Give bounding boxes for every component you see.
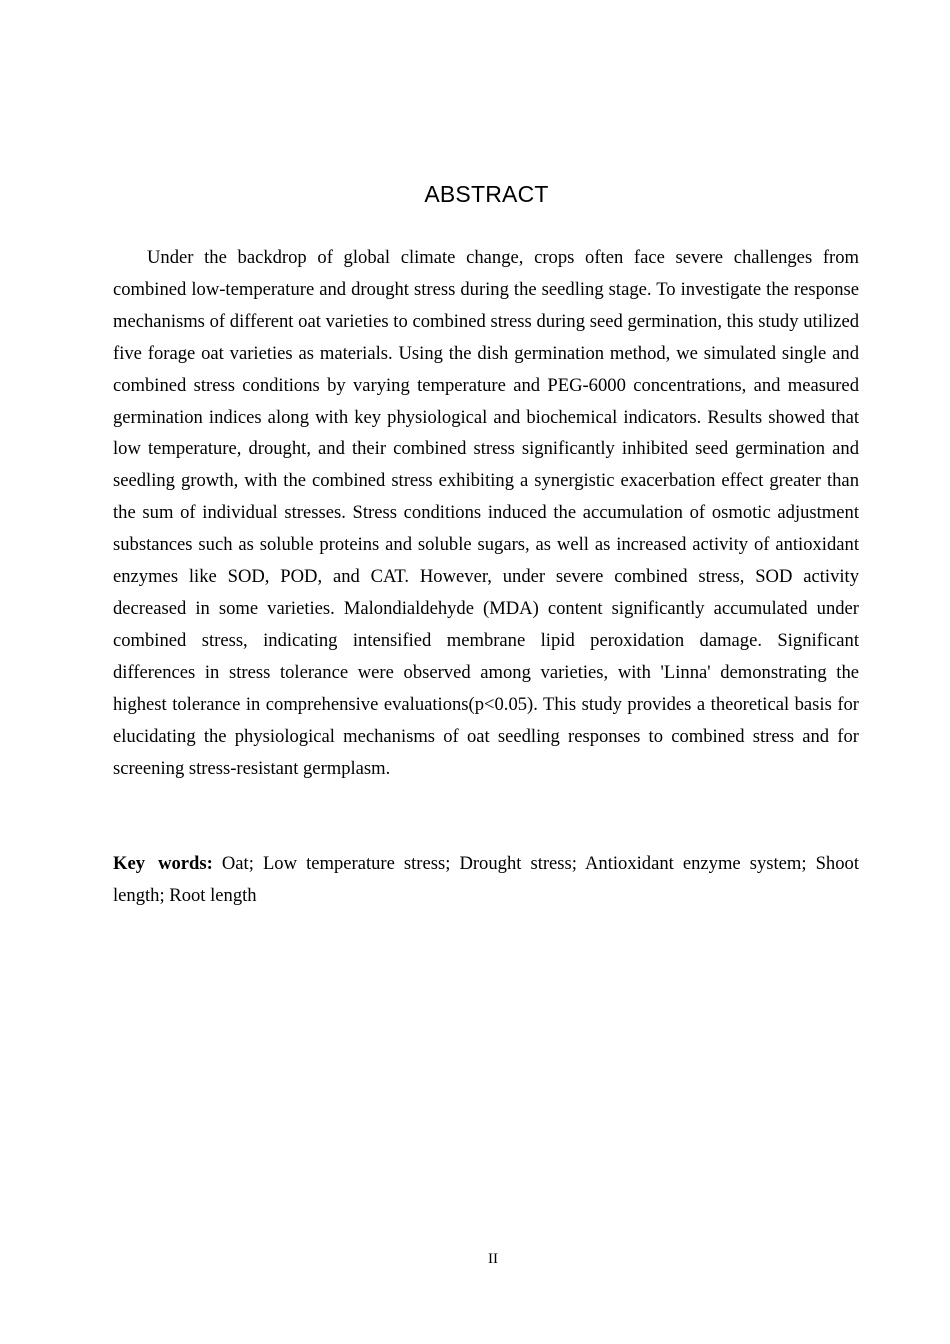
keywords-list: Oat; Low temperature stress; Drought stress; Antioxidant enzyme system; Shoot length; Root length — [113, 853, 859, 906]
abstract-title: ABSTRACT — [424, 181, 549, 207]
keywords-paragraph — [113, 848, 859, 912]
keywords-label: Key words: — [113, 853, 213, 874]
abstract-paragraph: Under the backdrop of global climate change, crops often face severe challenges from combined low-temperature and drought stress during the seedling stage. To investigate the response mechanisms of different oat varieties to combined stress during seed germination, this study utilized five forage oat varieties as materials. Using the dish germination method, we simulated single and combined stress conditions by varying temperature and PEG-6000 concentrations, and measured germination indices along with key physiological and biochemical indicators. Results showed that low temperature, drought, and their combined stress significantly inhibited seed germination and seedling growth, with the combined stress exhibiting a synergistic exacerbation effect greater than the sum of individual stresses. Stress conditions induced the accumulation of osmotic adjustment substances such as soluble proteins and soluble sugars, as well as increased activity of antioxidant enzymes like SOD, POD, and CAT. However, under severe combined stress, SOD activity decreased in some varieties. Malondialdehyde (MDA) content significantly accumulated under combined stress, indicating intensified membrane lipid peroxidation damage. Significant differences in stress tolerance were observed among varieties, with 'Linna' demonstrating the highest tolerance in comprehensive evaluations(p<0.05). This study provides a theoretical basis for elucidating the physiological mechanisms of oat seedling responses to combined stress and for screening stress-resistant germplasm. — [113, 247, 859, 779]
page-number: II — [488, 1251, 498, 1267]
